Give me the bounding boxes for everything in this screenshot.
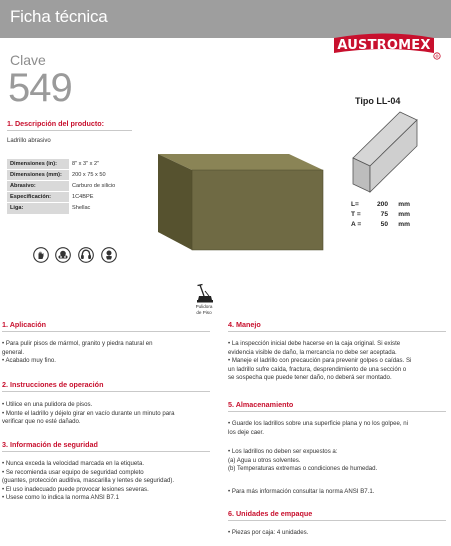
registered-mark: ® <box>434 54 440 60</box>
text-line: • Los ladrillos no deben ser expuestos a: <box>228 448 338 455</box>
text-line: • El uso inadecuado puede provocar lesiones severas. <box>2 485 149 493</box>
almacenamiento-text-b <box>228 448 450 474</box>
section-aplicacion-title: 1. Aplicación <box>2 320 47 329</box>
spec-value: Carburo de silicio <box>69 181 132 192</box>
manejo-text <box>228 340 450 383</box>
text-line: • Usese como lo indica la norma ANSI B7.1 <box>2 494 119 502</box>
spec-row <box>7 159 132 170</box>
dimension-letter: T = <box>351 211 361 218</box>
text-line: • Monte el ladrillo y déjelo girar en vacío durante un minuto para <box>2 409 175 417</box>
empaque-text <box>228 529 450 538</box>
section-instrucciones-title: 2. Instrucciones de operación <box>2 380 104 389</box>
spec-row <box>7 192 132 203</box>
clave-label: Clave <box>10 52 46 68</box>
section-empaque-title: 6. Unidades de empaque <box>228 509 313 518</box>
gloves-icon <box>33 247 49 263</box>
dimension-unit: mm <box>398 211 410 218</box>
dimension-letter: A = <box>351 221 362 228</box>
divider <box>2 331 210 332</box>
text-line: un ladrillo sufre caída, fractura, desprendimiento de una sección o <box>228 365 407 373</box>
spec-key: Dimensiones (in): <box>7 159 69 170</box>
spec-key: Especificación: <box>7 192 69 203</box>
text-line: • Maneje el ladrillo con precaución para prevenir golpes o caídas. Si <box>228 357 412 365</box>
text-line: (guantes, protección auditiva, mascarilla y lentes de seguridad). <box>2 477 175 485</box>
spec-row <box>7 170 132 181</box>
divider <box>7 130 132 131</box>
section-almacenamiento-title: 5. Almacenamiento <box>228 400 294 409</box>
text-line: • Para más información consultar la norma ANSI B7.1. <box>228 488 375 495</box>
almacenamiento-text-c <box>228 488 450 497</box>
divider <box>2 451 210 452</box>
dimension-row <box>351 201 410 208</box>
spec-row <box>7 181 132 192</box>
aplicacion-text <box>2 340 214 366</box>
floor-polisher-icon <box>191 283 217 305</box>
text-line: • Acabado muy fino. <box>2 357 56 365</box>
spec-value: 8" x 3" x 2" <box>69 159 132 170</box>
spec-key: Dimensiones (mm): <box>7 170 69 181</box>
section-description-title: 1. Descripción del producto: <box>7 119 105 128</box>
spec-key: Abrasivo: <box>7 181 69 192</box>
instrucciones-text <box>2 401 217 427</box>
text-line: evidencia visible de daño, la mercancía no debe ser aceptada. <box>228 348 397 356</box>
goggles-icon <box>55 247 71 263</box>
text-line: • La inspección inicial debe hacerse en la caja original. Si existe <box>228 340 401 347</box>
text-line: • Piezas por caja: 4 unidades. <box>228 529 309 536</box>
dimension-value: 75 <box>380 211 388 218</box>
abrasive-brick-image <box>155 150 325 255</box>
almacenamiento-text-a <box>228 420 450 437</box>
text-line: • Guarde los ladrillos sobre una superficie plana y no los golpee, ni <box>228 420 408 427</box>
page-title: Ficha técnica <box>10 7 108 26</box>
logo-text: AUSTROMEX <box>337 38 431 53</box>
text-line: (a) Agua u otros solventes. <box>228 456 301 464</box>
text-line: verificar que no esté dañado. <box>2 418 81 426</box>
ear-protection-icon <box>78 247 94 263</box>
clave-number: 549 <box>8 66 72 110</box>
spec-value: 200 x 75 x 50 <box>69 170 132 181</box>
dimension-value: 50 <box>380 221 388 228</box>
divider <box>228 520 446 521</box>
text-line: los deje caer. <box>228 428 264 436</box>
machine-label <box>188 304 220 315</box>
seguridad-text <box>2 460 217 503</box>
dimension-value: 200 <box>376 201 388 208</box>
section-seguridad-title: 3. Información de seguridad <box>2 440 98 449</box>
text-line: • Para pulir pisos de mármol, granito y piedra natural en <box>2 340 153 347</box>
austromex-logo <box>330 30 443 60</box>
divider <box>2 391 210 392</box>
divider <box>228 411 446 412</box>
dimension-unit: mm <box>398 221 410 228</box>
respirator-icon <box>101 247 117 263</box>
spec-value: Shellac <box>69 203 132 214</box>
dimension-row <box>351 211 410 218</box>
spec-key: Liga: <box>7 203 69 214</box>
spec-row <box>7 203 132 214</box>
section-manejo-title: 4. Manejo <box>228 320 261 329</box>
text-line: • Utilice en una pulidora de pisos. <box>2 401 93 408</box>
machine-label-line: Pulidora <box>195 304 213 309</box>
dimension-letter: L= <box>351 201 359 208</box>
text-line: se sospecha que puede tener daño, no deberá ser montado. <box>228 374 392 382</box>
tipo-label: Tipo LL-04 <box>355 96 401 106</box>
dimension-unit: mm <box>398 201 410 208</box>
brick-diagram <box>345 108 425 200</box>
dimension-row <box>351 221 410 228</box>
divider <box>228 331 446 332</box>
product-description: Ladrillo abrasivo <box>7 138 51 144</box>
text-line: (b) Temperaturas extremas o condiciones de humedad. <box>228 465 378 473</box>
spec-table <box>7 158 132 214</box>
machine-label-line: de Piso <box>196 309 212 315</box>
spec-value: 1C4BPE <box>69 192 132 203</box>
text-line: • Se recomienda usar equipo de seguridad completo <box>2 468 144 476</box>
text-line: • Nunca exceda la velocidad marcada en la etiqueta. <box>2 460 145 467</box>
text-line: general. <box>2 348 25 356</box>
